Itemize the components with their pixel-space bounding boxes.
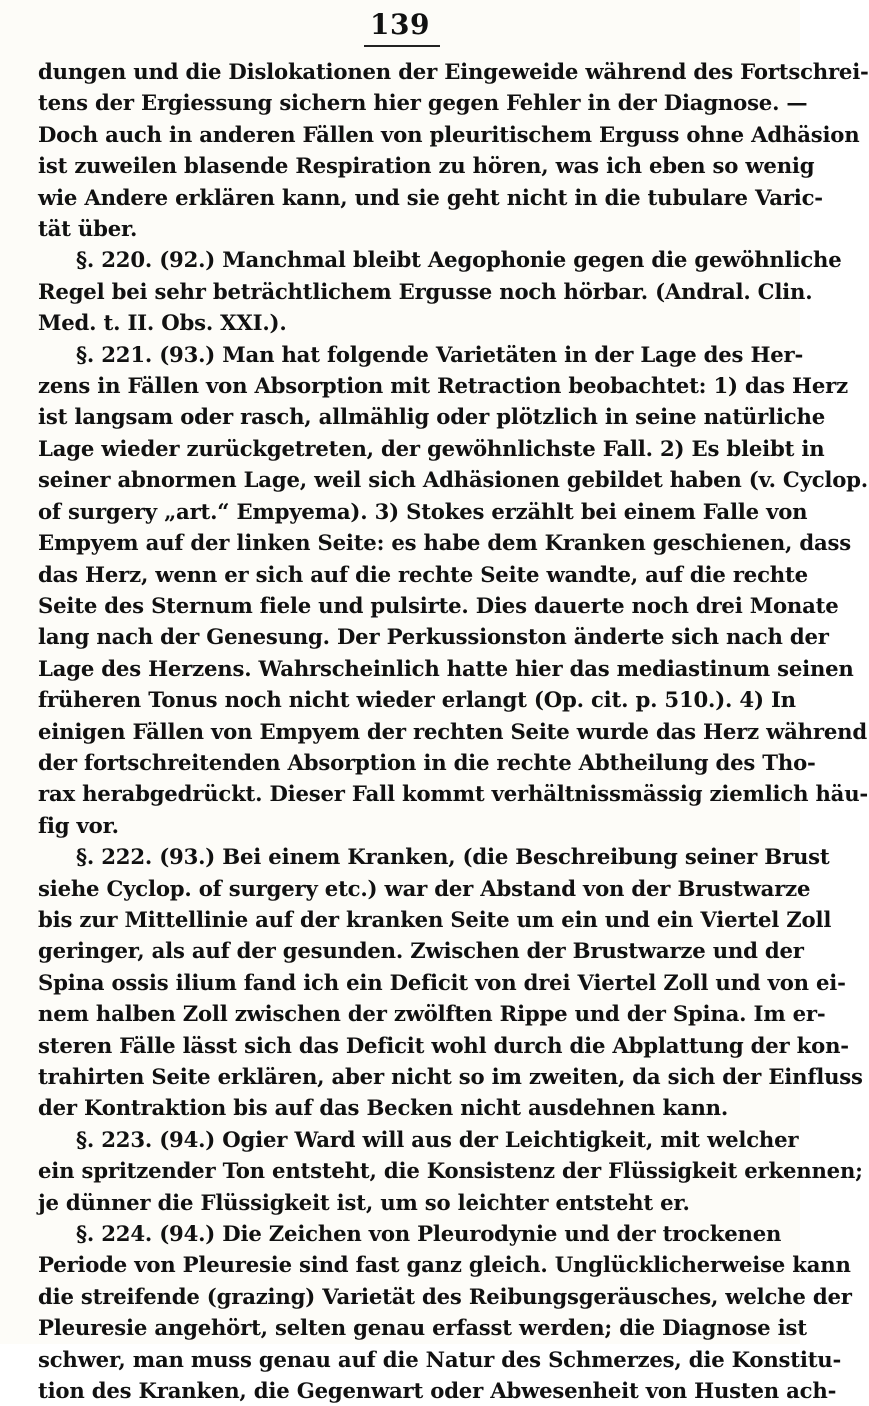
paragraph-220-line: §. 220. (92.) Manchmal bleibt Aegophonie gegen die gewöhnliche	[76, 247, 842, 273]
text-line: Spina ossis ilium fand ich ein Deficit von drei Viertel Zoll und von ei-	[38, 969, 846, 995]
text-line: of surgery „art.“ Empyema). 3) Stokes erzählt bei einem Falle von	[38, 498, 808, 524]
text-line: das Herz, wenn er sich auf die rechte Seite wandte, auf die rechte	[38, 561, 808, 587]
text-line: der fortschreitenden Absorption in die rechte Abtheilung des Tho-	[38, 749, 816, 775]
text-line: steren Fälle lässt sich das Deficit wohl durch die Abplattung der kon-	[38, 1032, 849, 1058]
text-line: bis zur Mittellinie auf der kranken Seite um ein und ein Viertel Zoll	[38, 906, 832, 932]
text-line: Med. t. II. Obs. XXI.).	[38, 310, 287, 336]
text-line: Pleuresie angehört, selten genau erfasst werden; die Diagnose ist	[38, 1315, 807, 1341]
text-line: wie Andere erklären kann, und sie geht nicht in die tubulare Varic-	[38, 184, 823, 210]
text-line: früheren Tonus noch nicht wieder erlangt (Op. cit. p. 510.). 4) In	[38, 687, 796, 713]
text-line: tion des Kranken, die Gegenwart oder Abwesenheit von Husten ach-	[38, 1378, 837, 1404]
body-text	[38, 56, 869, 1406]
text-line: ein spritzender Ton entsteht, die Konsistenz der Flüssigkeit erkennen;	[38, 1158, 863, 1184]
text-line: einigen Fällen von Empyem der rechten Seite wurde das Herz während	[38, 718, 867, 744]
text-line: Lage wieder zurückgetreten, der gewöhnlichste Fall. 2) Es bleibt in	[38, 435, 825, 461]
text-line: der Kontraktion bis auf das Becken nicht ausdehnen kann.	[38, 1095, 729, 1121]
text-line: rax herabgedrückt. Dieser Fall kommt verhältnissmässig ziemlich häu-	[38, 781, 868, 807]
paragraph-221-line: §. 221. (93.) Man hat folgende Varietäten in der Lage des Her-	[76, 341, 804, 367]
text-line: je dünner die Flüssigkeit ist, um so leichter entsteht er.	[38, 1189, 690, 1215]
text-line: tens der Ergiessung sichern hier gegen Fehler in der Diagnose. —	[38, 90, 808, 116]
text-line: geringer, als auf der gesunden. Zwischen der Brustwarze und der	[38, 938, 804, 964]
text-line: tät über.	[38, 216, 138, 242]
text-line: nem halben Zoll zwischen der zwölften Rippe und der Spina. Im er-	[38, 1001, 826, 1027]
text-line: lang nach der Genesung. Der Perkussionston änderte sich nach der	[38, 624, 829, 650]
page-number-underline	[364, 45, 440, 47]
text-line: fig vor.	[38, 812, 119, 838]
text-line: schwer, man muss genau auf die Natur des Schmerzes, die Konstitu-	[38, 1346, 842, 1372]
paragraph-223-line: §. 223. (94.) Ogier Ward will aus der Leichtigkeit, mit welcher	[76, 1126, 799, 1152]
text-line: Empyem auf der linken Seite: es habe dem Kranken geschienen, dass	[38, 530, 851, 556]
text-line: trahirten Seite erklären, aber nicht so im zweiten, da sich der Einfluss	[38, 1064, 863, 1089]
page-number: 139	[370, 8, 430, 41]
text-line: zens in Fällen von Absorption mit Retraction beobachtet: 1) das Herz	[38, 373, 848, 399]
paragraph-224-line: §. 224. (94.) Die Zeichen von Pleurodynie und der trockenen	[76, 1221, 782, 1247]
text-line: ist langsam oder rasch, allmählig oder plötzlich in seine natürliche	[38, 404, 825, 430]
text-line: siehe Cyclop. of surgery etc.) war der Abstand von der Brustwarze	[38, 875, 811, 901]
text-line: seiner abnormen Lage, weil sich Adhäsionen gebildet haben (v. Cyclop.	[38, 467, 868, 493]
text-line: Doch auch in anderen Fällen von pleuritischem Erguss ohne Adhäsion	[38, 121, 860, 147]
text-line: dungen und die Dislokationen der Eingeweide während des Fortschrei-	[38, 59, 869, 84]
text-line: Lage des Herzens. Wahrscheinlich hatte hier das mediastinum seinen	[38, 655, 854, 681]
text-line: Regel bei sehr beträchtlichem Ergusse noch hörbar. (Andral. Clin.	[38, 278, 813, 304]
text-line: Periode von Pleuresie sind fast ganz gleich. Unglücklicherweise kann	[38, 1252, 851, 1278]
text-line: die streifende (grazing) Varietät des Reibungsgeräusches, welche der	[38, 1283, 852, 1309]
text-line: Seite des Sternum fiele und pulsirte. Dies dauerte noch drei Monate	[38, 592, 839, 618]
text-line: ist zuweilen blasende Respiration zu hören, was ich eben so wenig	[38, 153, 815, 179]
paragraph-222-line: §. 222. (93.) Bei einem Kranken, (die Beschreibung seiner Brust	[76, 844, 830, 870]
